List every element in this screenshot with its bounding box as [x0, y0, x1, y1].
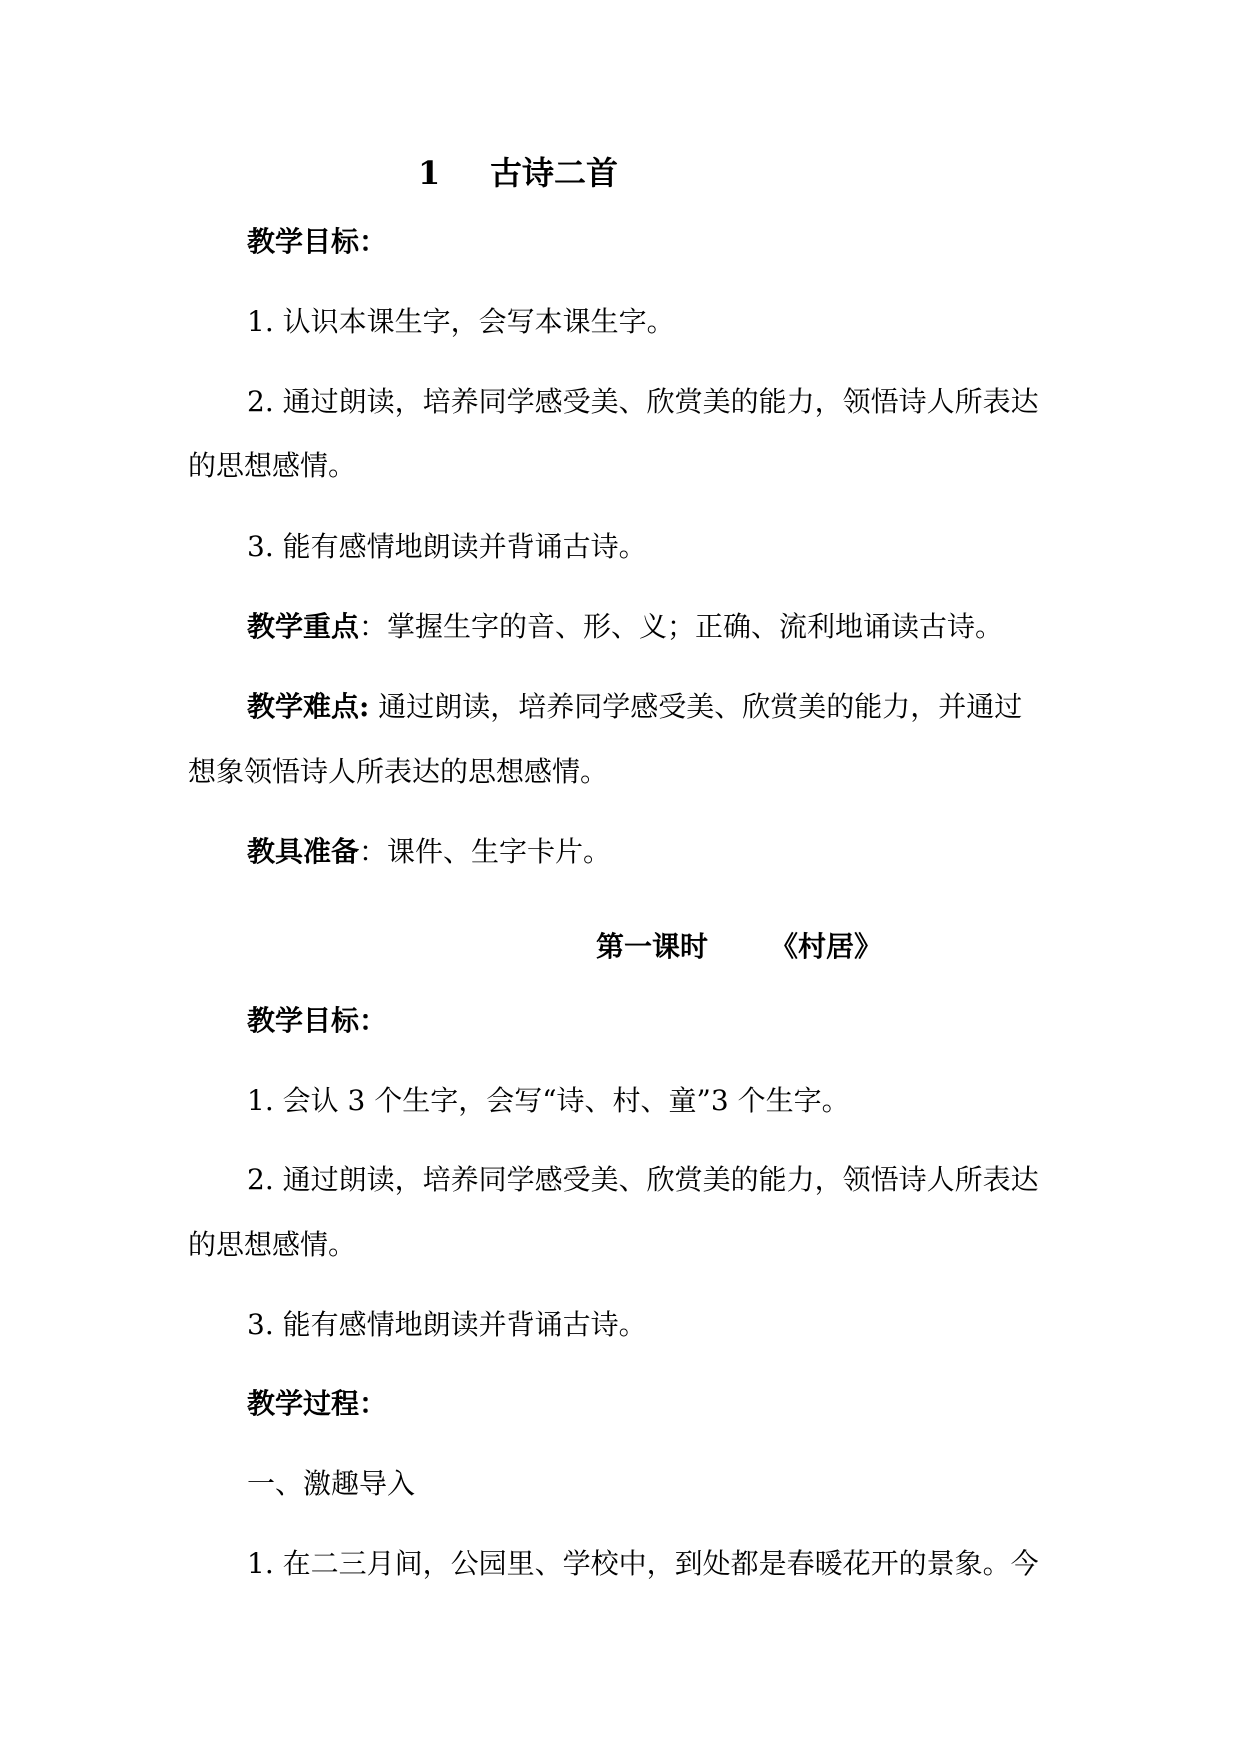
- objective-item-2: 2. 通过朗读，培养同学感受美、欣赏美的能力，领悟诗人所表达: [247, 385, 1039, 418]
- tools: [247, 832, 611, 872]
- lesson1-objective-item-2-continued: 的思想感情。: [188, 1228, 357, 1261]
- difficulties-label: 教学难点:: [247, 690, 370, 723]
- tools-text: ：课件、生字卡片。: [359, 835, 612, 868]
- lesson1-period: 第一课时: [596, 930, 709, 963]
- intro-paragraph-1: 1. 在二三月间，公园里、学校中，到处都是春暖花开的景象。今: [247, 1547, 1039, 1580]
- lesson1-objective-item-1: 1. 会认 3 个生字，会写“诗、村、童”3 个生字。: [247, 1084, 850, 1117]
- page-title: [418, 151, 618, 195]
- process-heading: 教学过程：: [247, 1387, 388, 1420]
- objective-item-1: 1. 认识本课生字，会写本课生字。: [247, 305, 675, 338]
- lesson1-poem: 《村居》: [770, 930, 883, 963]
- lesson-title: 古诗二首: [490, 154, 619, 192]
- lesson1-objective-item-3: 3. 能有感情地朗读并背诵古诗。: [247, 1308, 647, 1341]
- section-intro: 一、激趣导入: [247, 1467, 416, 1500]
- lesson1-objectives-heading: 教学目标：: [247, 1004, 388, 1037]
- lesson1-objective-item-2: 2. 通过朗读，培养同学感受美、欣赏美的能力，领悟诗人所表达: [247, 1163, 1039, 1196]
- difficulties-continued: 想象领悟诗人所表达的思想感情。: [188, 755, 609, 788]
- lesson1-title: [596, 927, 882, 967]
- lesson-number: 1: [418, 154, 441, 192]
- key-points-text: ：掌握生字的音、形、义；正确、流利地诵读古诗。: [359, 610, 1004, 643]
- objectives-heading: 教学目标：: [247, 225, 388, 258]
- key-points: [247, 607, 1003, 647]
- key-points-label: 教学重点: [247, 610, 360, 643]
- objective-item-2-continued: 的思想感情。: [188, 449, 357, 482]
- objective-item-3: 3. 能有感情地朗读并背诵古诗。: [247, 530, 647, 563]
- tools-label: 教具准备: [247, 835, 360, 868]
- difficulties-text: 通过朗读，培养同学感受美、欣赏美的能力，并通过: [369, 690, 1023, 723]
- difficulties: [247, 687, 1022, 727]
